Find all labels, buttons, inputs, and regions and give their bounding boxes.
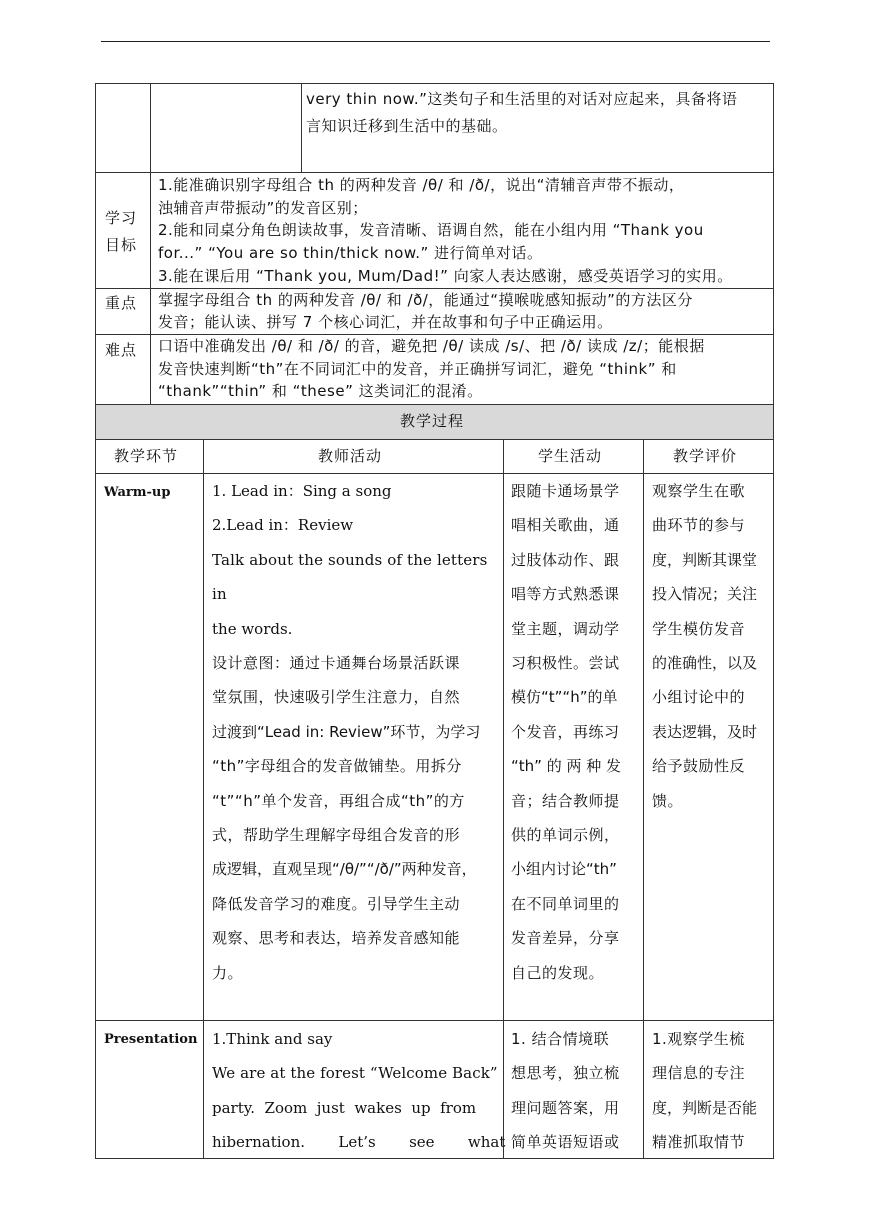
warmup-eval-line: 曲环节的参与 — [652, 516, 746, 535]
warmup-student-line: 个发音，再练习 — [511, 722, 620, 741]
presentation-eval-text — [652, 1022, 770, 1160]
warmup-stage-label: Warm-up — [104, 485, 171, 500]
presentation-eval-line: 度，判断是否能 — [652, 1098, 758, 1117]
warmup-eval-line: 小组讨论中的 — [652, 688, 746, 707]
col-header-teacher: 教师活动 — [318, 447, 383, 465]
objectives-label-1: 学习 — [105, 209, 138, 227]
presentation-student-text — [511, 1022, 639, 1160]
presentation-teacher-text — [212, 1022, 506, 1160]
warmup-eval-line: 学生模仿发音 — [652, 619, 746, 638]
objective-line-4: for...” “You are so thin/thick now.” 进行简单对话。 — [158, 244, 543, 262]
col-header-student: 学生活动 — [538, 447, 603, 465]
warmup-teacher-line: 成逻辑，直观呈现“/θ/”“/ð/”两种发音， — [212, 860, 477, 879]
col-header-eval: 教学评价 — [673, 447, 738, 465]
warmup-student-line: 堂主题，调动学 — [511, 619, 620, 638]
presentation-teacher-line: We are at the forest “Welcome Back” — [212, 1064, 498, 1083]
presentation-stage-label: Presentation — [104, 1032, 198, 1047]
presentation-teacher-line: party. Zoom just wakes up from — [212, 1098, 477, 1117]
top-row-line-1: very thin now.”这类句子和生活里的对话对应起来，具备将语 — [306, 90, 738, 108]
warmup-eval-line: 度，判断其课堂 — [652, 550, 758, 569]
warmup-eval-text — [652, 474, 770, 818]
warmup-teacher-line: 1. Lead in：Sing a song — [212, 482, 392, 500]
warmup-student-line: 跟随卡通场景学 — [511, 482, 620, 500]
warmup-stage-cell — [95, 473, 203, 1020]
top-row-line-2: 言知识迁移到生活中的基础。 — [306, 117, 508, 135]
warmup-teacher-line: 过渡到“Lead in: Review”环节，为学习 — [212, 722, 481, 741]
objective-line-3: 2.能和同桌分角色朗读故事，发音清晰、语调自然，能在小组内用 “Thank you — [158, 221, 704, 239]
warmup-teacher-line: 力。 — [212, 963, 244, 982]
warmup-student-line: 唱等方式熟悉课 — [511, 585, 620, 604]
col-header-stage: 教学环节 — [114, 447, 179, 465]
presentation-eval-line: 理信息的专注 — [652, 1064, 746, 1083]
objectives-label-2: 目标 — [105, 236, 138, 254]
warmup-student-line: 音；结合教师提 — [511, 791, 620, 810]
keypoint-line-1: 掌握字母组合 th 的两种发音 /θ/ 和 /ð/，能通过“摸喉咙感知振动”的方法区分 — [158, 291, 693, 309]
warmup-eval-line: 观察学生在歌 — [652, 482, 746, 500]
warmup-student-line: 模仿“t”“h”的单 — [511, 688, 618, 707]
warmup-teacher-line: 式，帮助学生理解字母组合发音的形 — [212, 826, 461, 845]
warmup-teacher-line: Talk about the sounds of the letters in — [212, 550, 488, 604]
presentation-eval-line: 精准抓取情节 — [652, 1133, 746, 1152]
presentation-teacher-line: 1.Think and say — [212, 1030, 333, 1048]
warmup-student-line: 唱相关歌曲，通 — [511, 516, 620, 535]
process-title: 教学过程 — [400, 412, 465, 430]
warmup-teacher-line: 2.Lead in：Review — [212, 516, 354, 535]
presentation-eval-line: 1.观察学生梳 — [652, 1030, 745, 1048]
warmup-eval-line: 的准确性，以及 — [652, 654, 758, 673]
warmup-teacher-line: 降低发音学习的难度。引导学生主动 — [212, 894, 461, 913]
difficulty-line-1: 口语中准确发出 /θ/ 和 /ð/ 的音，避免把 /θ/ 读成 /s/、把 /ð/ 读成 /z/；能根据 — [158, 337, 705, 355]
warmup-eval-line: 馈。 — [652, 791, 684, 810]
warmup-teacher-text — [212, 474, 498, 990]
warmup-teacher-line: 堂氛围，快速吸引学生注意力，自然 — [212, 688, 461, 707]
keypoint-line-2: 发音；能认读、拼写 7 个核心词汇，并在故事和句子中正确运用。 — [158, 313, 613, 331]
warmup-student-line: 过肢体动作、跟 — [511, 550, 620, 569]
difficulties-label: 难点 — [105, 341, 138, 359]
presentation-student-line: 1. 结合情境联 — [511, 1030, 610, 1048]
warmup-eval-line: 表达逻辑，及时 — [652, 722, 758, 741]
warmup-student-line: “th” 的 两 种 发 — [511, 757, 622, 776]
keypoints-label: 重点 — [105, 294, 138, 312]
presentation-student-line: 想思考，独立梳 — [511, 1064, 620, 1083]
warmup-teacher-line: 设计意图：通过卡通舞台场景活跃课 — [212, 654, 461, 673]
header-rule — [101, 41, 770, 42]
warmup-teacher-line: the words. — [212, 619, 293, 638]
warmup-teacher-line: “th”字母组合的发音做铺垫。用拆分 — [212, 757, 462, 776]
difficulty-line-3: “thank”“thin” 和 “these” 这类词汇的混淆。 — [158, 382, 483, 400]
warmup-student-line: 发音差异，分享 — [511, 929, 620, 948]
objective-line-1: 1.能准确识别字母组合 th 的两种发音 /θ/ 和 /ð/，说出“清辅音声带不振动， — [158, 176, 685, 194]
presentation-student-line: 理问题答案，用 — [511, 1098, 620, 1117]
warmup-student-line: 供的单词示例， — [511, 826, 620, 845]
objective-line-2: 浊辅音声带振动”的发音区别； — [158, 199, 368, 217]
presentation-student-line: 简单英语短语或 — [511, 1133, 620, 1152]
objectives-label-cell — [95, 172, 150, 288]
top-row-col2 — [150, 83, 301, 172]
warmup-student-line: 在不同单词里的 — [511, 894, 620, 913]
warmup-eval-line: 给予鼓励性反 — [652, 757, 746, 776]
warmup-student-line: 自己的发现。 — [511, 963, 605, 982]
presentation-teacher-line: hibernation. Let’s see what — [212, 1133, 506, 1152]
warmup-teacher-line: 观察、思考和表达，培养发音感知能 — [212, 929, 461, 948]
warmup-student-line: 小组内讨论“th” — [511, 860, 617, 879]
top-row-col1 — [95, 83, 150, 172]
difficulty-line-2: 发音快速判断“th”在不同词汇中的发音，并正确拼写词汇，避免 “think” 和 — [158, 360, 677, 378]
objective-line-5: 3.能在课后用 “Thank you, Mum/Dad!” 向家人表达感谢，感受英语学习的实用。 — [158, 267, 733, 285]
warmup-student-line: 习积极性。尝试 — [511, 654, 620, 673]
warmup-eval-line: 投入情况；关注 — [652, 585, 758, 604]
warmup-student-text — [511, 474, 639, 990]
warmup-teacher-line: “t”“h”单个发音，再组合成“th”的方 — [212, 791, 465, 810]
